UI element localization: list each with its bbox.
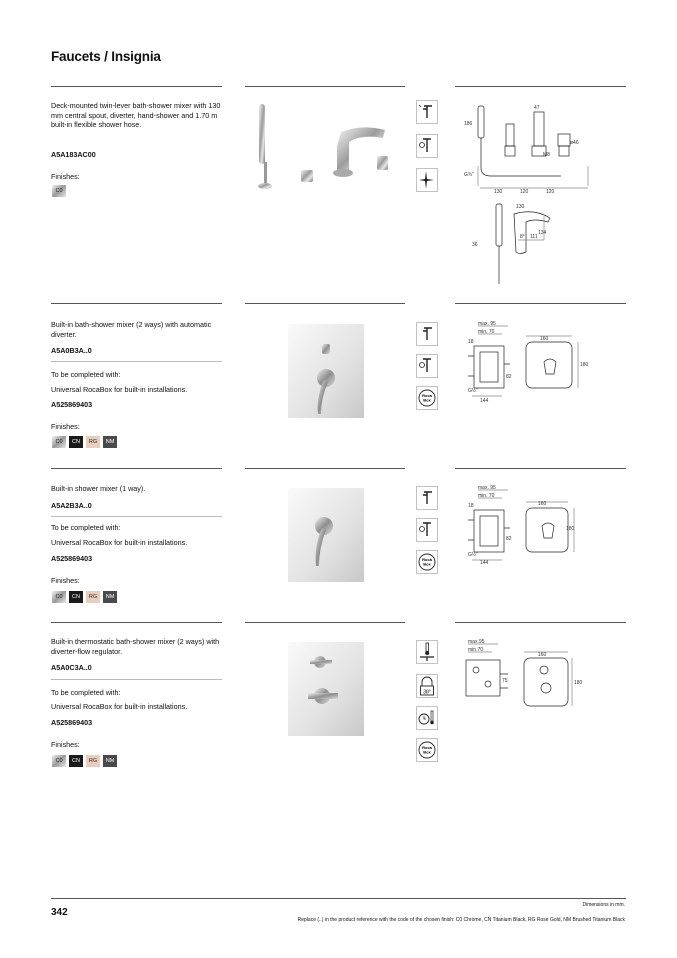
dim-160: 160: [538, 501, 547, 507]
finish-swatch-c0: C0: [52, 185, 66, 197]
finish-swatch-cn: CN: [69, 755, 83, 767]
dim-46: ø46: [570, 140, 579, 146]
rocabox-icon: [416, 386, 438, 410]
thermostatic-icon: [416, 640, 438, 664]
dim-min70: min.70: [468, 647, 484, 653]
single-lever-icon: [416, 322, 438, 346]
divider: [51, 86, 222, 87]
product-3-complete-label: To be completed with:: [51, 523, 121, 532]
product-3-complete-text: Universal RocaBox for built-in installations.: [51, 538, 188, 547]
divider: [51, 361, 222, 362]
rocabox-icon: [416, 550, 438, 574]
finish-swatch-c0: C0: [52, 436, 66, 448]
footer-divider: [51, 898, 626, 899]
divider: [245, 468, 405, 469]
dim-max95: max.95: [468, 639, 485, 645]
product-1-description: Deck-mounted twin-lever bath-shower mixer with 130 mm central spout, diverter, hand-shower and 1.70 m built-in flexible shower hose.: [51, 101, 221, 130]
dim-130-side: 130: [516, 204, 525, 210]
divider: [51, 622, 222, 623]
dim-120b: 120: [546, 189, 555, 195]
finish-swatch-rg: RG: [86, 436, 100, 448]
rocabox-line2: Box: [423, 749, 431, 755]
divider: [245, 86, 405, 87]
dim-82: 82: [506, 374, 512, 380]
product-4-description: Built-in thermostatic bath-shower mixer (2 ways) with diverter-flow regulator.: [51, 637, 220, 656]
dim-160: 160: [540, 336, 549, 342]
dim-75: 75: [502, 678, 508, 684]
replace-note: Replace (..) in the product reference with the code of the chosen finish: C0 Chrome, CN Titanium Black, RG Rose Gold, NM Brushed Titanium Black: [297, 917, 625, 923]
product-2-technical-drawing: [458, 316, 628, 406]
dim-160: 160: [538, 652, 547, 658]
product-1-technical-drawing: [458, 96, 628, 296]
dim-111: 111: [530, 234, 538, 240]
product-2-complete-label: To be completed with:: [51, 370, 121, 379]
rocabox-line1: Roca: [422, 393, 432, 398]
dim-g12: G½": [468, 552, 478, 558]
finish-swatch-nm: NM: [103, 755, 117, 767]
finish-swatch-c0: C0: [52, 591, 66, 603]
dim-120a: 120: [520, 189, 529, 195]
divider: [455, 468, 626, 469]
divider: [51, 516, 222, 517]
rocabox-line1: Roca: [422, 557, 432, 562]
finish-swatch-nm: NM: [103, 591, 117, 603]
product-3-finishes-label: Finishes:: [51, 576, 80, 585]
dim-130: 130: [494, 189, 503, 195]
finish-swatch-cn: CN: [69, 591, 83, 603]
single-lever-icon: [416, 486, 438, 510]
finish-swatch-rg: RG: [86, 755, 100, 767]
divider: [245, 303, 405, 304]
rocabox-line2: Box: [423, 561, 431, 567]
product-3-complete-code: A525869403: [51, 554, 93, 563]
sparkle-finish-icon: [416, 168, 438, 192]
product-3-code: A5A2B3A..0: [51, 501, 92, 510]
hand-shower-icon: [416, 134, 438, 158]
dim-144: 144: [480, 398, 489, 404]
dim-angle: 8°: [520, 234, 525, 240]
hand-shower-icon: [416, 518, 438, 542]
dim-180: 180: [574, 680, 583, 686]
dim-max95: max. 95: [478, 321, 496, 327]
product-1-finishes-label: Finishes:: [51, 172, 80, 181]
product-4-code: A5A0C3A..0: [51, 663, 92, 672]
finish-swatch-c0: C0: [52, 755, 66, 767]
divider: [51, 468, 222, 469]
dim-18: 18: [468, 339, 474, 345]
dimensions-note: Dimensions in mm.: [582, 902, 625, 908]
dim-min70: min. 70: [478, 493, 495, 499]
single-lever-icon: [416, 100, 438, 124]
dim-144: 144: [480, 560, 489, 566]
finish-swatch-nm: NM: [103, 436, 117, 448]
product-2-code: A5A0B3A..0: [51, 346, 92, 355]
divider: [51, 679, 222, 680]
product-4-complete-label: To be completed with:: [51, 688, 121, 697]
hand-shower-icon: [416, 354, 438, 378]
timer-thermometer-icon: [416, 706, 438, 730]
dim-min70: min. 70: [478, 329, 495, 335]
dim-g12: G½": [468, 388, 478, 394]
dim-m8: M8: [543, 152, 550, 158]
dim-186: 186: [464, 121, 473, 127]
divider: [245, 622, 405, 623]
dim-180: 180: [566, 526, 575, 532]
product-2-description: Built-in bath-shower mixer (2 ways) with automatic diverter.: [51, 320, 212, 339]
dim-18: 18: [468, 503, 474, 509]
product-2-photo: [280, 320, 370, 420]
product-4-complete-text: Universal RocaBox for built-in installations.: [51, 702, 188, 711]
dim-47: 47: [534, 105, 540, 111]
product-1-code: A5A183AC00: [51, 150, 96, 159]
page-number: 342: [51, 907, 68, 918]
finish-swatch-cn: CN: [69, 436, 83, 448]
product-3-technical-drawing: [458, 480, 628, 570]
dim-max95: max. 95: [478, 485, 496, 491]
product-2-complete-text: Universal RocaBox for built-in installations.: [51, 385, 188, 394]
finish-swatch-rg: RG: [86, 591, 100, 603]
product-4-photo: [280, 638, 370, 738]
divider: [51, 303, 222, 304]
dim-134: 134: [538, 230, 547, 236]
product-4-technical-drawing: [458, 634, 628, 714]
temperature-label: 38°: [423, 689, 431, 696]
divider: [455, 303, 626, 304]
divider: [455, 622, 626, 623]
safety-temperature-icon: [416, 674, 438, 698]
product-2-finishes-label: Finishes:: [51, 422, 80, 431]
rocabox-icon: [416, 738, 438, 762]
product-3-photo: [280, 484, 370, 584]
product-4-finishes-label: Finishes:: [51, 740, 80, 749]
dim-180: 180: [580, 362, 589, 368]
divider: [455, 86, 626, 87]
page-title: Faucets / Insignia: [51, 49, 161, 64]
product-3-description: Built-in shower mixer (1 way).: [51, 484, 146, 493]
product-4-complete-code: A525869403: [51, 718, 93, 727]
product-1-photo: [245, 98, 405, 198]
rocabox-line2: Box: [423, 397, 431, 403]
rocabox-line1: Roca: [422, 745, 432, 750]
product-2-complete-code: A525869403: [51, 400, 93, 409]
dim-82: 82: [506, 536, 512, 542]
dim-g34: G¾": [464, 172, 474, 178]
dim-36: 36: [472, 242, 478, 248]
